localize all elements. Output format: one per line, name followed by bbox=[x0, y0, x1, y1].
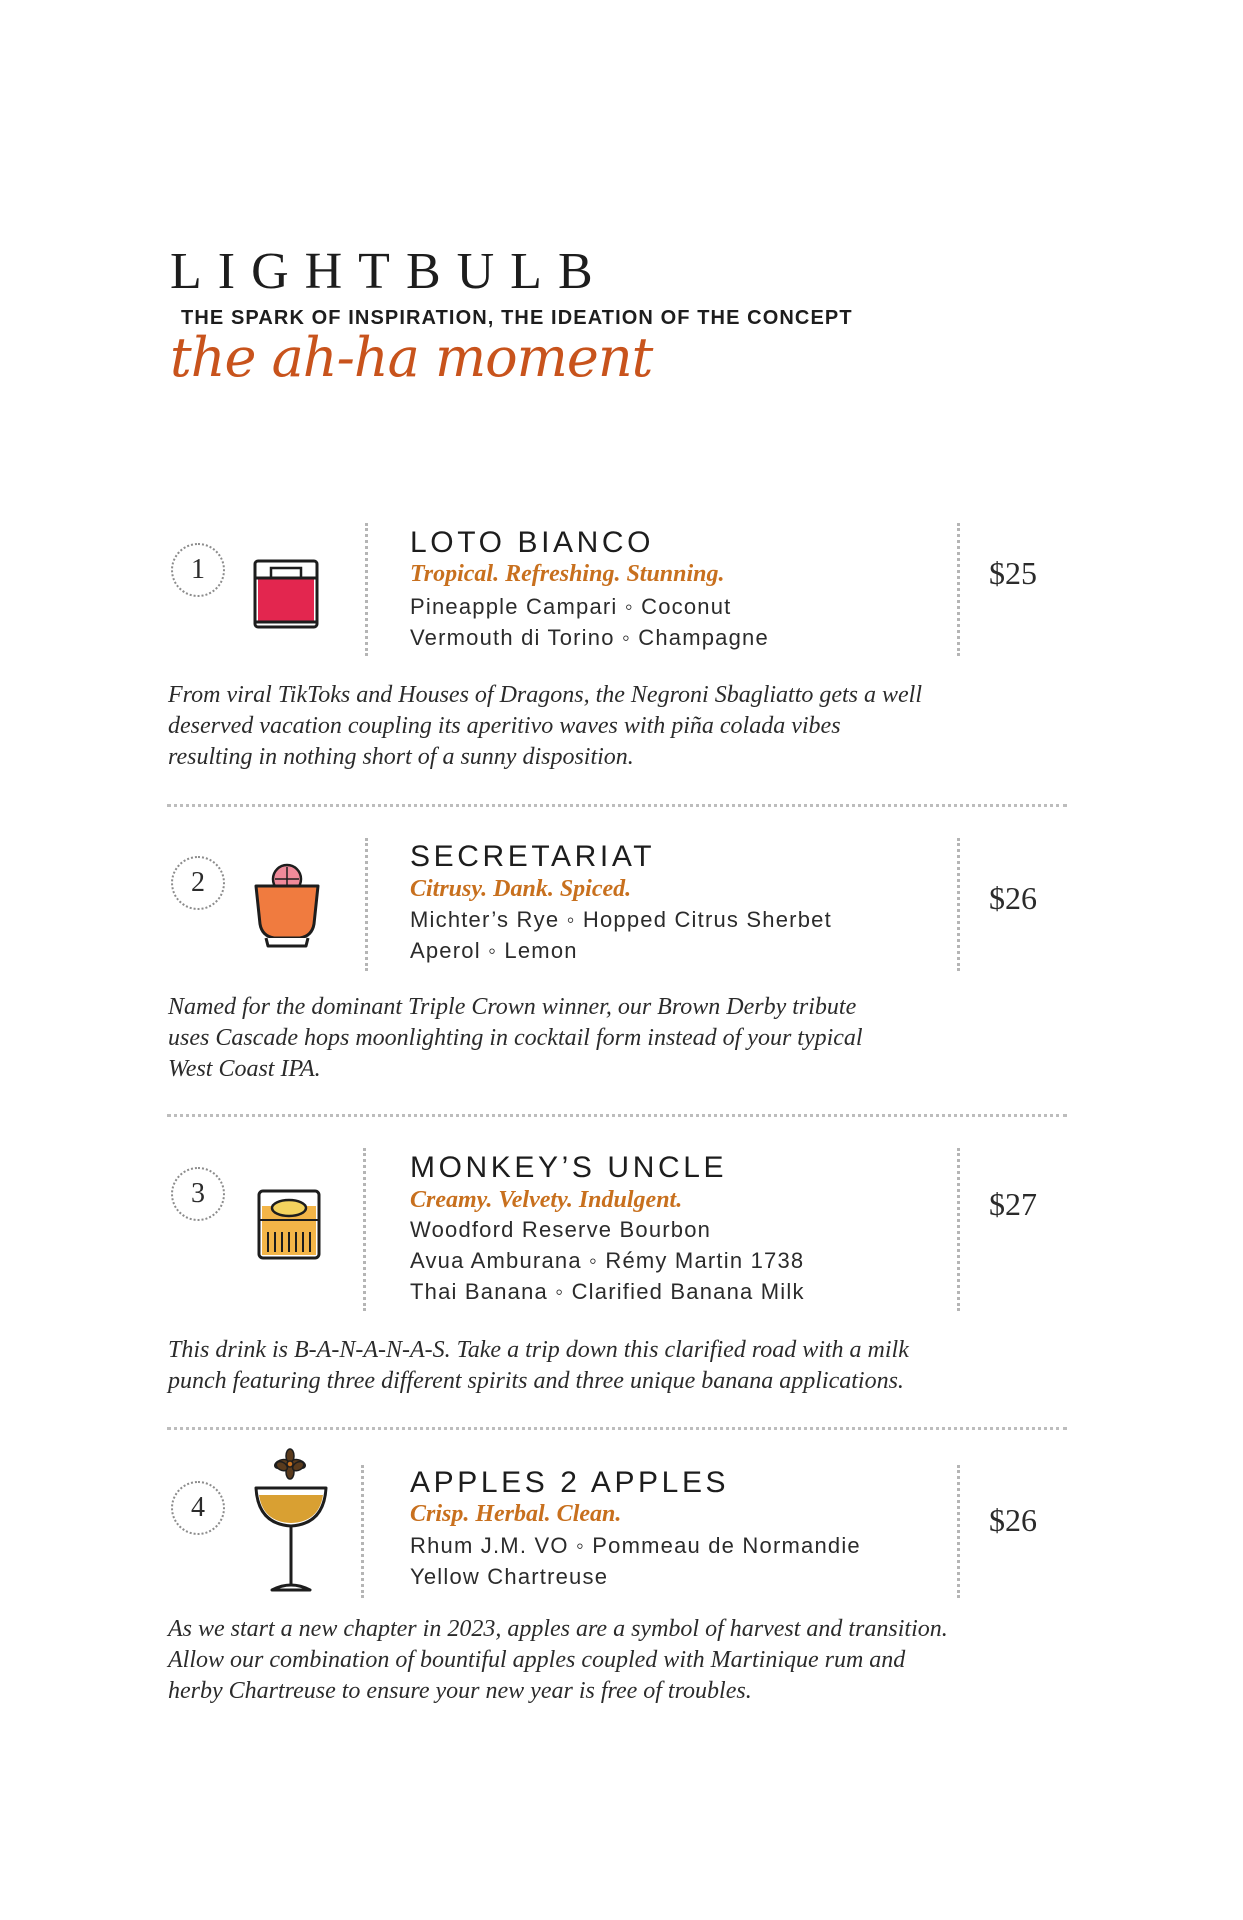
item-description bbox=[168, 1335, 1068, 1397]
item-price: $26 bbox=[989, 1502, 1037, 1538]
description-line: From viral TikToks and Houses of Dragons, the Negroni Sbagliatto gets a well bbox=[168, 682, 923, 708]
item-name: MONKEY’S UNCLE bbox=[410, 1151, 728, 1184]
divider-right bbox=[957, 523, 960, 656]
item-description bbox=[168, 992, 1068, 1085]
item-name: SECRETARIAT bbox=[410, 840, 656, 873]
coupe-glass-star-anise-icon bbox=[252, 1448, 330, 1594]
divider-right bbox=[957, 1465, 960, 1598]
description-line: resulting in nothing short of a sunny disposition. bbox=[168, 744, 634, 770]
item-tasting-notes: Tropical. Refreshing. Stunning. bbox=[410, 561, 725, 587]
item-price: $27 bbox=[989, 1186, 1037, 1222]
item-tasting-notes: Crisp. Herbal. Clean. bbox=[410, 1501, 622, 1527]
ingredient-line: Aperol ◦ Lemon bbox=[410, 938, 578, 963]
brand-title: LIGHTBULB bbox=[170, 243, 609, 300]
description-line: Allow our combination of bountiful apples coupled with Martinique rum and bbox=[168, 1647, 906, 1673]
description-line: Named for the dominant Triple Crown winner, our Brown Derby tribute bbox=[168, 994, 857, 1020]
description-line: As we start a new chapter in 2023, apples are a symbol of harvest and transition. bbox=[168, 1616, 948, 1642]
divider-left bbox=[365, 523, 368, 656]
ingredient-line: Michter’s Rye ◦ Hopped Citrus Sherbet bbox=[410, 907, 832, 932]
item-ingredients bbox=[410, 591, 769, 653]
divider-left bbox=[363, 1148, 366, 1311]
divider-left bbox=[361, 1465, 364, 1598]
orange-glass-grapefruit-icon bbox=[252, 862, 322, 948]
item-name: LOTO BIANCO bbox=[410, 526, 655, 559]
description-line: uses Cascade hops moonlighting in cocktail form instead of your typical bbox=[168, 1025, 863, 1051]
item-number: 1 bbox=[171, 543, 225, 597]
ingredient-line: Vermouth di Torino ◦ Champagne bbox=[410, 625, 769, 650]
divider-right bbox=[957, 1148, 960, 1311]
ingredient-line: Woodford Reserve Bourbon bbox=[410, 1217, 712, 1242]
description-line: West Coast IPA. bbox=[168, 1056, 321, 1082]
item-description bbox=[168, 680, 1068, 773]
ingredient-line: Pineapple Campari ◦ Coconut bbox=[410, 594, 732, 619]
item-number: 3 bbox=[171, 1167, 225, 1221]
description-line: deserved vacation coupling its aperitivo waves with piña colada vibes bbox=[168, 713, 841, 739]
item-tasting-notes: Creamy. Velvety. Indulgent. bbox=[410, 1187, 683, 1213]
item-ingredients bbox=[410, 904, 832, 966]
item-number: 4 bbox=[171, 1481, 225, 1535]
section-divider bbox=[167, 804, 1067, 807]
item-ingredients bbox=[410, 1530, 861, 1592]
banana-rocks-glass-icon bbox=[256, 1188, 322, 1262]
item-price: $26 bbox=[989, 880, 1037, 916]
description-line: herby Chartreuse to ensure your new year is free of troubles. bbox=[168, 1678, 752, 1704]
description-line: punch featuring three different spirits and three unique banana applications. bbox=[168, 1368, 904, 1394]
ingredient-line: Yellow Chartreuse bbox=[410, 1564, 609, 1589]
ingredient-line: Rhum J.M. VO ◦ Pommeau de Normandie bbox=[410, 1533, 861, 1558]
divider-left bbox=[365, 838, 368, 971]
ingredient-line: Avua Amburana ◦ Rémy Martin 1738 bbox=[410, 1248, 805, 1273]
section-divider bbox=[167, 1114, 1067, 1117]
item-description bbox=[168, 1614, 1068, 1707]
rocks-glass-red-icon bbox=[253, 558, 319, 630]
description-line: This drink is B-A-N-A-N-A-S. Take a trip down this clarified road with a milk bbox=[168, 1337, 909, 1363]
item-name: APPLES 2 APPLES bbox=[410, 1466, 730, 1499]
item-price: $25 bbox=[989, 555, 1037, 591]
divider-right bbox=[957, 838, 960, 971]
tagline: THE SPARK OF INSPIRATION, THE IDEATION OF THE CONCEPT bbox=[181, 307, 853, 329]
item-number: 2 bbox=[171, 856, 225, 910]
ingredient-line: Thai Banana ◦ Clarified Banana Milk bbox=[410, 1279, 805, 1304]
item-ingredients bbox=[410, 1214, 805, 1307]
script-subtitle: the ah-ha moment bbox=[170, 326, 653, 389]
section-divider bbox=[167, 1427, 1067, 1430]
item-tasting-notes: Citrusy. Dank. Spiced. bbox=[410, 876, 632, 902]
